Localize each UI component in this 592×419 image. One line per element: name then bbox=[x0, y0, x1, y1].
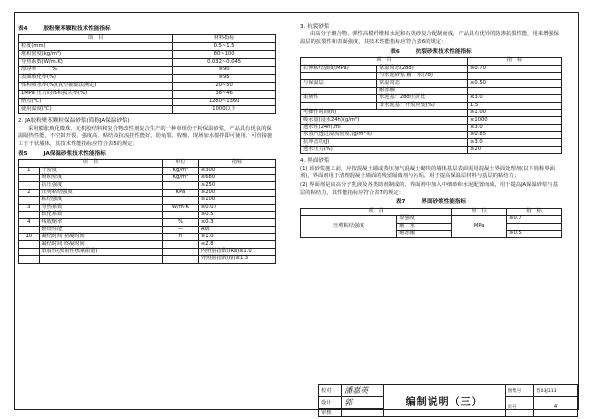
section4-heading: 4. 界面砂浆 bbox=[300, 158, 330, 165]
table-cell: 4 bbox=[19, 219, 40, 226]
table-row bbox=[19, 51, 276, 59]
sheet-title: 编制说明（三） bbox=[383, 385, 505, 417]
table-cell: 柔韧性 bbox=[301, 95, 377, 102]
table4-caption bbox=[18, 26, 276, 32]
table-header-cell: 指 标 bbox=[468, 58, 562, 65]
table-cell: KPa bbox=[162, 189, 198, 196]
table-cell: 1000以下 bbox=[173, 106, 276, 114]
right-column bbox=[300, 24, 562, 238]
table-cell: 导热系数(W/m.K) bbox=[19, 59, 173, 67]
table-cell: 10 bbox=[19, 234, 40, 241]
table-cell: 吸水量(浸水24h)(g/m²) bbox=[301, 117, 468, 124]
table-cell: ≤1000 bbox=[468, 117, 562, 124]
table-header bbox=[301, 58, 562, 65]
table-cell: 堆积密度(kg/m³) bbox=[19, 51, 173, 59]
table-cell: ≥0.70 bbox=[468, 65, 562, 72]
check-label: 校对 bbox=[319, 385, 342, 397]
table-cell bbox=[162, 197, 198, 204]
table-header-cell: 指 标 bbox=[507, 208, 562, 215]
table-header-cell: 单位 bbox=[162, 160, 198, 167]
signature: 潘嘉英 bbox=[342, 385, 383, 397]
table-cell: 软化系数 bbox=[39, 211, 162, 218]
page-label: 页号 bbox=[505, 397, 533, 417]
table-cell: ≥20 bbox=[468, 146, 562, 153]
table-cell bbox=[19, 174, 40, 181]
table-cell: 0.5~1.5 bbox=[173, 43, 276, 51]
table-cell bbox=[19, 241, 40, 248]
design-label: 设计 bbox=[319, 397, 342, 409]
signature: 郭 bbox=[342, 397, 383, 409]
table-cell: 放射性(放射性核素限量) bbox=[39, 248, 162, 255]
table-cell bbox=[162, 211, 198, 218]
table-row bbox=[301, 80, 562, 87]
table-cell bbox=[468, 72, 562, 79]
table-header bbox=[19, 35, 276, 43]
table-row bbox=[19, 66, 276, 74]
audit-label: 审核 bbox=[319, 409, 342, 417]
table-header-cell: 材料指标 bbox=[173, 35, 276, 43]
table4 bbox=[18, 34, 276, 114]
table-cell bbox=[162, 248, 198, 255]
table-cell: 常温常态 bbox=[377, 80, 468, 87]
table-header bbox=[19, 160, 276, 167]
table-cell: 1.5 bbox=[468, 102, 562, 109]
table-cell: ≤3.0 bbox=[468, 95, 562, 102]
table6-number: 表6 bbox=[390, 48, 400, 55]
section3-heading: 3. 抗裂砂浆 bbox=[300, 24, 330, 30]
table-cell bbox=[39, 256, 162, 263]
table-cell: ≥100 bbox=[198, 197, 275, 204]
table-cell: Kg/m³ bbox=[162, 174, 198, 181]
table-cell: 3 bbox=[19, 204, 40, 211]
table-cell: 透水压力(%) bbox=[301, 146, 468, 153]
table-cell: 38~46 bbox=[173, 90, 276, 98]
table-cell: 可操作时间(h) bbox=[301, 109, 468, 116]
title-block-row bbox=[319, 385, 578, 397]
table-cell: 体积吸水率(%)(真空抽滤法测定) bbox=[19, 82, 173, 90]
table-header-cell: 项 目 bbox=[19, 35, 173, 43]
table5-title: JA保温砂浆技术性能指标 bbox=[43, 150, 106, 157]
table5-caption bbox=[18, 151, 276, 157]
table-row bbox=[19, 82, 276, 90]
table6 bbox=[300, 57, 562, 154]
table5-number: 表5 bbox=[18, 150, 28, 157]
table-row bbox=[301, 109, 562, 116]
table-cell: 20~50 bbox=[173, 82, 276, 90]
table-cell: 干密度 bbox=[39, 167, 162, 174]
table-cell: 2 bbox=[19, 189, 40, 196]
table-cell bbox=[162, 256, 198, 263]
atlas-number: 晋03J113 bbox=[533, 385, 577, 397]
table-row bbox=[301, 146, 562, 153]
table5 bbox=[18, 159, 276, 263]
atlas-label: 图集号 bbox=[505, 385, 533, 397]
table-cell: 1280~1360 bbox=[173, 98, 276, 106]
table-cell: 压剪粘结强度 bbox=[39, 189, 162, 196]
table4-number: 表4 bbox=[18, 26, 28, 32]
table7-caption bbox=[300, 199, 562, 205]
table-cell: ≥0.50 bbox=[468, 80, 562, 87]
table-cell: 耐 水 bbox=[397, 223, 452, 230]
table-cell: ≤680 bbox=[198, 174, 275, 181]
table-cell: 漂浮率 % bbox=[19, 66, 173, 74]
table-cell: 与保温层 bbox=[301, 80, 377, 87]
table-cell: 原强度 bbox=[397, 216, 452, 223]
table-cell: 压剪粘结强度 bbox=[301, 216, 397, 238]
table-cell: — bbox=[162, 226, 198, 233]
table-row bbox=[301, 216, 562, 223]
table-cell: 透水性(24h),ml bbox=[301, 124, 468, 131]
table-header-cell: 指标 bbox=[198, 160, 275, 167]
table-cell: % bbox=[162, 219, 198, 226]
table-cell: 导热系数 bbox=[39, 204, 162, 211]
table-cell: Kg/m³ bbox=[162, 167, 198, 174]
table-cell: ≥200 bbox=[198, 189, 275, 196]
table-row bbox=[301, 139, 562, 146]
table-cell: 拉伸粘结强度(MPa) bbox=[301, 65, 377, 72]
table-header-cell: 项 目 bbox=[301, 58, 468, 65]
table-cell bbox=[301, 72, 377, 79]
table-cell: 常温常态(28d) bbox=[377, 65, 468, 72]
table-cell: 线收缩率 bbox=[39, 219, 162, 226]
section3-paragraph: 由高分子聚合物、弹性高模纤维和水泥和石英砂复合配制而成，产品具有优异的防渗抗裂性能，用来增强保温层的抗裂性和表面强度，其技术性能指标应符合表6的规定： bbox=[300, 31, 559, 46]
table-cell: 外照射指数(Iγ)≤1.3 bbox=[198, 256, 275, 263]
table6-title: 抗裂砂浆技术性能指标 bbox=[415, 48, 472, 55]
table-row bbox=[19, 197, 276, 204]
table-cell bbox=[19, 211, 40, 218]
table-cell: ≥250 bbox=[198, 182, 275, 189]
table-cell: h bbox=[162, 234, 198, 241]
table-cell: ≥0.5 bbox=[507, 230, 562, 237]
table-header-cell: 项 目 bbox=[19, 160, 163, 167]
table-cell: 水蒸汽透过湿流密度,(g/m²·s) bbox=[301, 132, 468, 139]
table-cell: 粒度(mm) bbox=[19, 43, 173, 51]
table-cell: ≥0.5 bbox=[198, 211, 275, 218]
table-cell bbox=[19, 256, 40, 263]
table-row bbox=[19, 174, 276, 181]
table-cell: 与水泥砂浆 耐 水(7d) bbox=[377, 72, 468, 79]
table-row bbox=[301, 132, 562, 139]
table-cell: 堆积密度 bbox=[39, 174, 162, 181]
table-cell: ≥0.7 bbox=[507, 216, 562, 223]
title-block bbox=[318, 384, 578, 417]
table-row bbox=[19, 234, 276, 241]
section2-paragraph: 采用膨胀玻化微珠、无机胶结料和复合物改性剂复合生产的一种单组份干粉保温砂浆，产品具有优良的保温隔热性能，不空鼓开裂、强度高、粘结及抗流挂性能好，防龟裂、收缩、现场加水搅拌即可使用，可直接施工于干状墙体，其技术性能指标应符合表5的规定： bbox=[18, 125, 273, 148]
table-cell: 水泥基：28d压折比 bbox=[377, 95, 468, 102]
left-column bbox=[18, 24, 276, 264]
table-cell: ≥0.85 bbox=[468, 132, 562, 139]
table-cell: ≥95 bbox=[173, 74, 276, 82]
table-cell: 80~100 bbox=[173, 51, 276, 59]
table-row bbox=[19, 211, 276, 218]
table-cell: ≤0.07 bbox=[198, 204, 275, 211]
table-row bbox=[19, 98, 276, 106]
table-cell: W/m·K bbox=[162, 204, 198, 211]
table-row bbox=[19, 59, 276, 67]
page-number: 4 bbox=[533, 397, 577, 417]
table-cell: ≥1.0 bbox=[198, 234, 275, 241]
table-row bbox=[19, 43, 276, 51]
table-header-cell: 单 位 bbox=[452, 208, 507, 215]
signature-empty bbox=[342, 409, 383, 417]
table-cell: 内照射指数(IRa)≤1.0 bbox=[198, 248, 275, 255]
table-cell: ≥1.00 bbox=[468, 109, 562, 116]
table-cell: 抗冲击功(J) bbox=[301, 139, 468, 146]
table-row bbox=[301, 95, 562, 102]
table-cell bbox=[162, 241, 198, 248]
table-row bbox=[301, 87, 562, 94]
table4-title: 胶粉聚苯颗粒技术性能指标 bbox=[43, 26, 111, 32]
table7-title: 界面砂浆性能指标 bbox=[421, 199, 467, 206]
table-row bbox=[19, 106, 276, 114]
section2-heading: 2. JA胶粉聚苯颗粒保温砂浆(简称JA保温砂浆) bbox=[18, 118, 130, 125]
table-cell: 使用温度(℃) bbox=[19, 106, 173, 114]
section4-item2: (2) 界面剂是由高分子乳液及各类助剂制成的，界面剂中加入中细砂和水泥配置而成，用于提高JA保温砂浆与基层的粘结力，其性能指标应符合表7的规定： bbox=[300, 182, 558, 196]
table-cell: 凝结时间 初凝时间 bbox=[39, 234, 162, 241]
table-cell bbox=[19, 248, 40, 255]
table-cell: 粘结强度 bbox=[39, 197, 162, 204]
table-cell: 耐冻融 bbox=[397, 230, 452, 237]
table-cell: 0.032~0.045 bbox=[173, 59, 276, 67]
table-cell bbox=[19, 197, 40, 204]
table-cell: 1MPa 压力的体积损失率(%) bbox=[19, 90, 173, 98]
table-header bbox=[301, 208, 562, 215]
section4-item1: (1) 该砂浆施工前，应按混凝土墙或蒸压加气混凝土砌块的墙体基层表面需用混凝土界面处理剂(以下简称界面剂)，界面剂用于清理混凝土墙面的残留隔离剂与污垢，用于提高保温层材料与基层的粘结力； bbox=[300, 165, 555, 180]
table-cell: 凝结时间 终凝时间 bbox=[39, 241, 162, 248]
table7-number: 表7 bbox=[395, 199, 406, 206]
table-header-cell: 项 目 bbox=[301, 208, 452, 215]
table-cell: 非水泥基：开裂应变(%) bbox=[377, 102, 468, 109]
table-cell: 耐冻融 bbox=[377, 87, 468, 94]
table-cell: ≤300 bbox=[198, 167, 275, 174]
table-cell: A级 bbox=[198, 226, 275, 233]
table-cell: ≤2.8 bbox=[198, 241, 275, 248]
table-cell: 抗压强度 bbox=[39, 182, 162, 189]
table-cell: ≥90 bbox=[173, 66, 276, 74]
table7 bbox=[300, 208, 562, 239]
table-row bbox=[301, 72, 562, 79]
table-cell: 表面玻化率(%) bbox=[19, 74, 173, 82]
table-cell: 1 bbox=[19, 167, 40, 174]
table-cell: ≤0.3 bbox=[198, 219, 275, 226]
table6-caption bbox=[300, 49, 562, 55]
table-cell: ≤3.0 bbox=[468, 124, 562, 131]
table-cell: ≥3.0 bbox=[468, 139, 562, 146]
table-cell: MPa bbox=[452, 216, 507, 238]
table-row bbox=[19, 90, 276, 98]
table-cell: 燃烧性能 bbox=[39, 226, 162, 233]
table-cell: 熔点(℃) bbox=[19, 98, 173, 106]
table-row bbox=[301, 102, 562, 109]
table-row bbox=[19, 256, 276, 263]
